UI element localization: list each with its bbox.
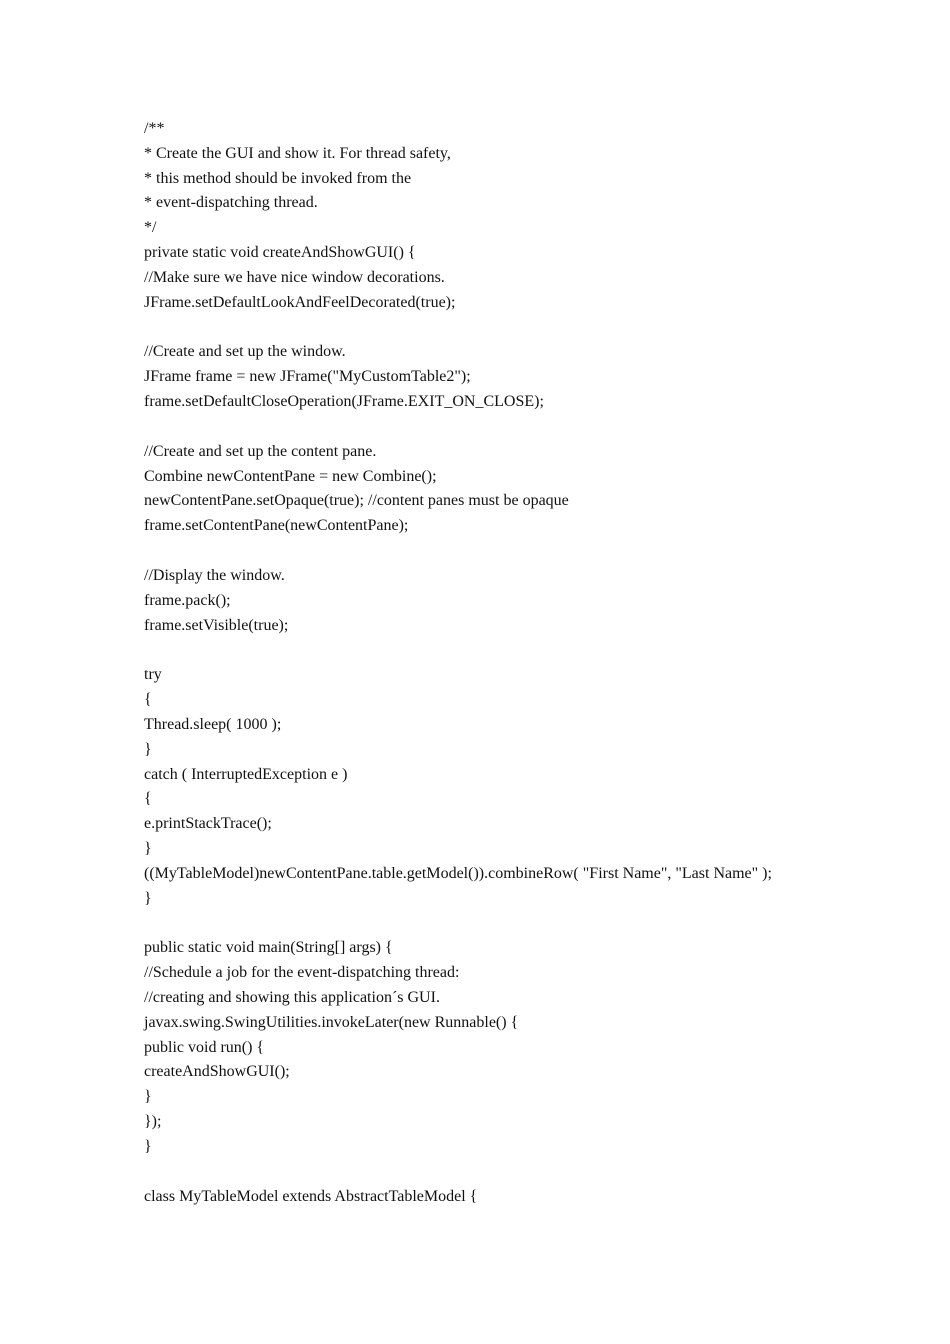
- code-line: //Make sure we have nice window decorations.: [144, 268, 445, 286]
- code-line: * this method should be invoked from the: [144, 169, 412, 187]
- code-line: try: [144, 666, 162, 684]
- code-line: //Create and set up the content pane.: [144, 442, 377, 460]
- code-line: frame.setVisible(true);: [144, 616, 289, 634]
- code-line: createAndShowGUI();: [144, 1063, 290, 1081]
- code-line: frame.setContentPane(newContentPane);: [144, 517, 409, 535]
- code-line: javax.swing.SwingUtilities.invokeLater(new Runnable() {: [144, 1013, 519, 1031]
- blank-line: [144, 1160, 934, 1185]
- code-line: /**: [144, 120, 165, 137]
- code-line: });: [144, 1113, 162, 1131]
- code-line: Combine newContentPane = new Combine();: [144, 467, 437, 485]
- code-line: * event-dispatching thread.: [144, 194, 318, 212]
- code-line: Thread.sleep( 1000 );: [144, 715, 282, 733]
- code-line: * Create the GUI and show it. For thread safety,: [144, 144, 451, 162]
- code-line: {: [144, 790, 152, 808]
- blank-line: [144, 912, 934, 937]
- code-line: //Create and set up the window.: [144, 343, 346, 361]
- blank-line: [144, 539, 934, 564]
- code-line: JFrame.setDefaultLookAndFeelDecorated(true);: [144, 293, 456, 311]
- code-line: public void run() {: [144, 1038, 265, 1056]
- code-line: }: [144, 740, 152, 758]
- code-line: ((MyTableModel)newContentPane.table.getModel()).combineRow( "First Name", "Last Name" );: [144, 864, 772, 882]
- code-line: }: [144, 889, 152, 907]
- code-line: frame.pack();: [144, 591, 231, 609]
- code-line: //creating and showing this application´s GUI.: [144, 988, 440, 1006]
- blank-line: [144, 638, 934, 663]
- code-line: e.printStackTrace();: [144, 815, 272, 833]
- code-line: */: [144, 219, 157, 237]
- code-line: JFrame frame = new JFrame("MyCustomTable2");: [144, 368, 471, 386]
- code-line: }: [144, 1137, 152, 1155]
- code-line: frame.setDefaultCloseOperation(JFrame.EXIT_ON_CLOSE);: [144, 393, 544, 411]
- code-line: }: [144, 1088, 152, 1106]
- code-line: public static void main(String[] args) {: [144, 939, 393, 957]
- code-listing: [144, 117, 934, 1209]
- code-line: private static void createAndShowGUI() {: [144, 244, 416, 262]
- code-line: newContentPane.setOpaque(true); //content panes must be opaque: [144, 492, 569, 510]
- code-line: catch ( InterruptedException e ): [144, 765, 348, 783]
- code-line: //Display the window.: [144, 566, 285, 584]
- blank-line: [144, 415, 934, 440]
- code-line: {: [144, 691, 152, 709]
- blank-line: [144, 316, 934, 341]
- code-line: //Schedule a job for the event-dispatching thread:: [144, 964, 460, 982]
- code-line: class MyTableModel extends AbstractTableModel {: [144, 1187, 478, 1205]
- code-line: }: [144, 840, 152, 858]
